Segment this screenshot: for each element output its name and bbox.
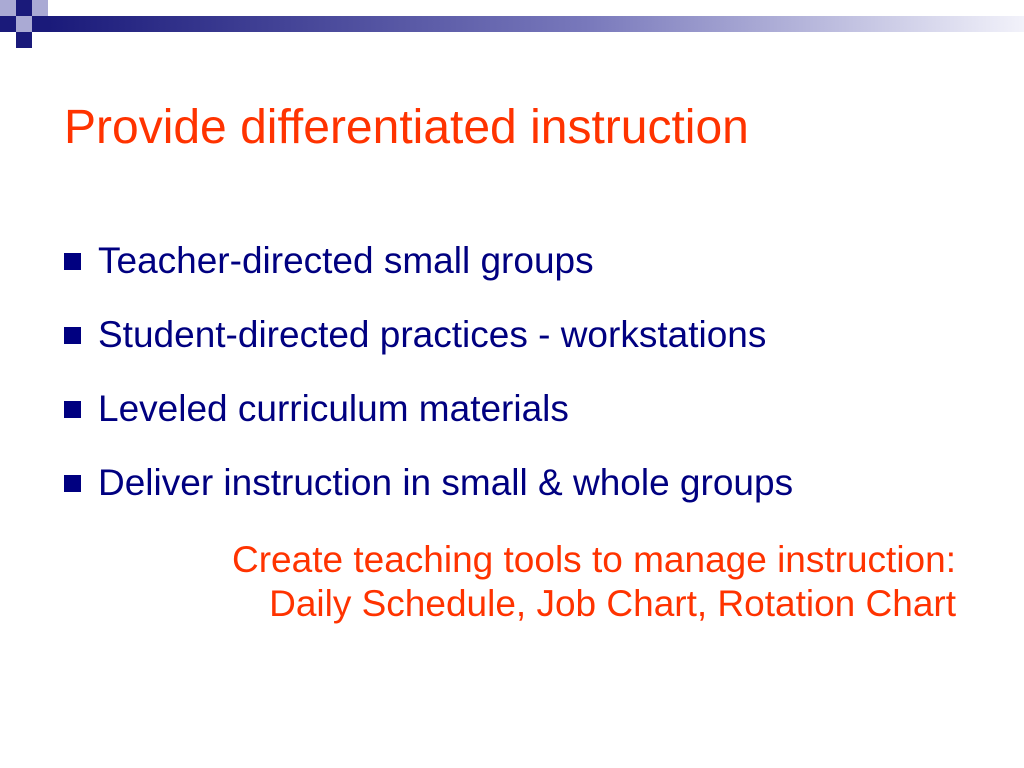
bullet-item — [64, 372, 793, 446]
bullet-item — [64, 224, 793, 298]
square-bullet-icon — [64, 327, 81, 344]
slide-title: Provide differentiated instruction — [64, 101, 749, 154]
teaching-tools-note — [232, 538, 956, 627]
bullet-list — [64, 224, 793, 520]
header-decoration — [0, 0, 1024, 60]
note-line-2: Daily Schedule, Job Chart, Rotation Chart — [269, 583, 956, 625]
note-line-1: Create teaching tools to manage instruction: — [232, 539, 956, 580]
square-bullet-icon — [64, 475, 81, 492]
bullet-label: Leveled curriculum materials — [98, 388, 569, 429]
header-gradient-bar — [48, 16, 1024, 32]
square-bullet-icon — [64, 253, 81, 270]
bullet-label: Teacher-directed small groups — [98, 240, 594, 281]
square-bullet-icon — [64, 401, 81, 418]
bullet-item — [64, 298, 793, 372]
checker-squares-icon — [0, 0, 48, 48]
bullet-item — [64, 446, 793, 520]
bullet-label: Deliver instruction in small & whole groups — [98, 462, 794, 503]
bullet-label: Student-directed practices - workstations — [98, 314, 767, 355]
